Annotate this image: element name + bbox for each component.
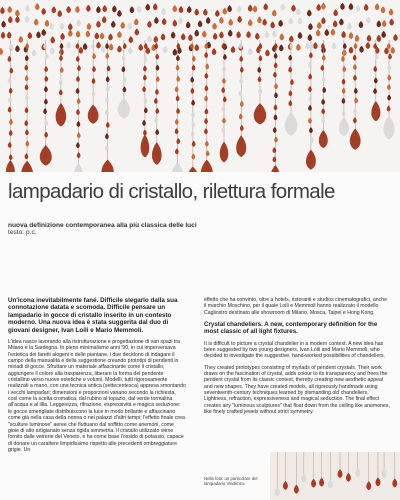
- lead-paragraph-en: Crystal chandeliers. A new, contemporary definition for the most classic of all light fixtures.: [204, 321, 378, 336]
- body-paragraph-it-end: effetto che ha convinto, oltre a hotels, ristoranti e studios cinematografici, anche il marchio Moschino, per il quale Loili e Memmoli hanno realizzato il modello Cagliostro destinato alle showroom di Milano, Mosca, Taipei e Hong Kong.: [204, 297, 388, 316]
- body-paragraph-en: They created prototypes consisting of myriads of pendent crystals. Their work draws on the fascination of crystal, adds colour to its transparency and frees the pendent crystal from its classic context, thereby creating new aesthetic appeal and new shapes. They have created models, all rigorously handmade using seventeenth-century techniques learned by dismantling old chandeliers. Lightness, refraction, expressiveness and magical seduction. The final effect creates airy "luminous sculptures" that float down from the ceiling like anemones, like finely crafted jewels without strict symmetry.: [204, 364, 390, 416]
- chandelier-detail-photo: [270, 452, 400, 500]
- author-credit: testo: p.c.: [8, 229, 37, 236]
- photo-caption: Nella foto: un particolare del lampadario Vladimiro.: [204, 476, 258, 487]
- body-paragraph-it: L'idea nasce lavorando alla ristrutturazione e progettazione di vari spazi tra Milano e la Sardegna. In pieno minimalismo anni '90, in cui imperversava l'estetica dei faretti alogeni e delle piantane, i due decidono di indagare il campo della manualità e della suggestione creando prototipi di pendenti in miriadi di gocce. Sfruttare un materiale affascinante come il cristallo, aggiungere il colore alla trasparenza, liberare la forma del pendente cristallino verso nuove estetiche e volumi. Modelli, tutti rigorosamente realizzati a mano, con una tecnica antica (settecentesca) appresa smontando i vecchi lampadari; dimensioni e proporzioni variano secondo la richiesta, così come la scelta cromatica, dal rubino al topazio, dal verde tormalina all'acqua e al lilla. Leggerezza, rifrazione, espressività e magica seduzione: le gocce smerigliate distribuiscono la luce in modo brillante e affascinano come già nella casa della nonna o nei palazzi d'altri tempi; l'effetto finale crea "sculture luminose" aeree che fluttuano dal soffitto come anemoni, come gioie di alto artigianato senza rigida simmetria. Il cristallo utilizzato viene fornito dalle vetrerie del Veneto, e ha come base l'ossido di potassio, capace di donare un carattere limpidissimo rispetto alle precedenti ombreggiature grigie. Un: [8, 339, 186, 453]
- intro-paragraph-en: It is difficult to picture a crystal chandelier in a modern context. A new idea has been suggested by two young designers, Ivan Loili and Mario Memmoli, who decided to investigate the suggestive, hand-worked possibilities of chandeliers.: [204, 340, 386, 360]
- subtitle-text: nuova definizione contemporanea alla più classica delle luci: [8, 222, 197, 229]
- article-subtitle: [8, 222, 197, 236]
- article-title: lampadario di cristallo, rilettura formale: [8, 180, 335, 203]
- chandelier-photo: [0, 0, 400, 172]
- lead-paragraph-it: Un'icona inevitabilmente fané. Difficile slegarlo dalla sua connotazione datata e scomoda. Difficile pensare un lampadario in gocce di cristallo inserito in un contesto moderno. Una nuova idea è stata suggerita dal duo di giovani designer, Ivan Loili e Mario Memmoli.: [8, 297, 178, 334]
- column-left: [8, 297, 186, 458]
- column-right: [204, 297, 390, 420]
